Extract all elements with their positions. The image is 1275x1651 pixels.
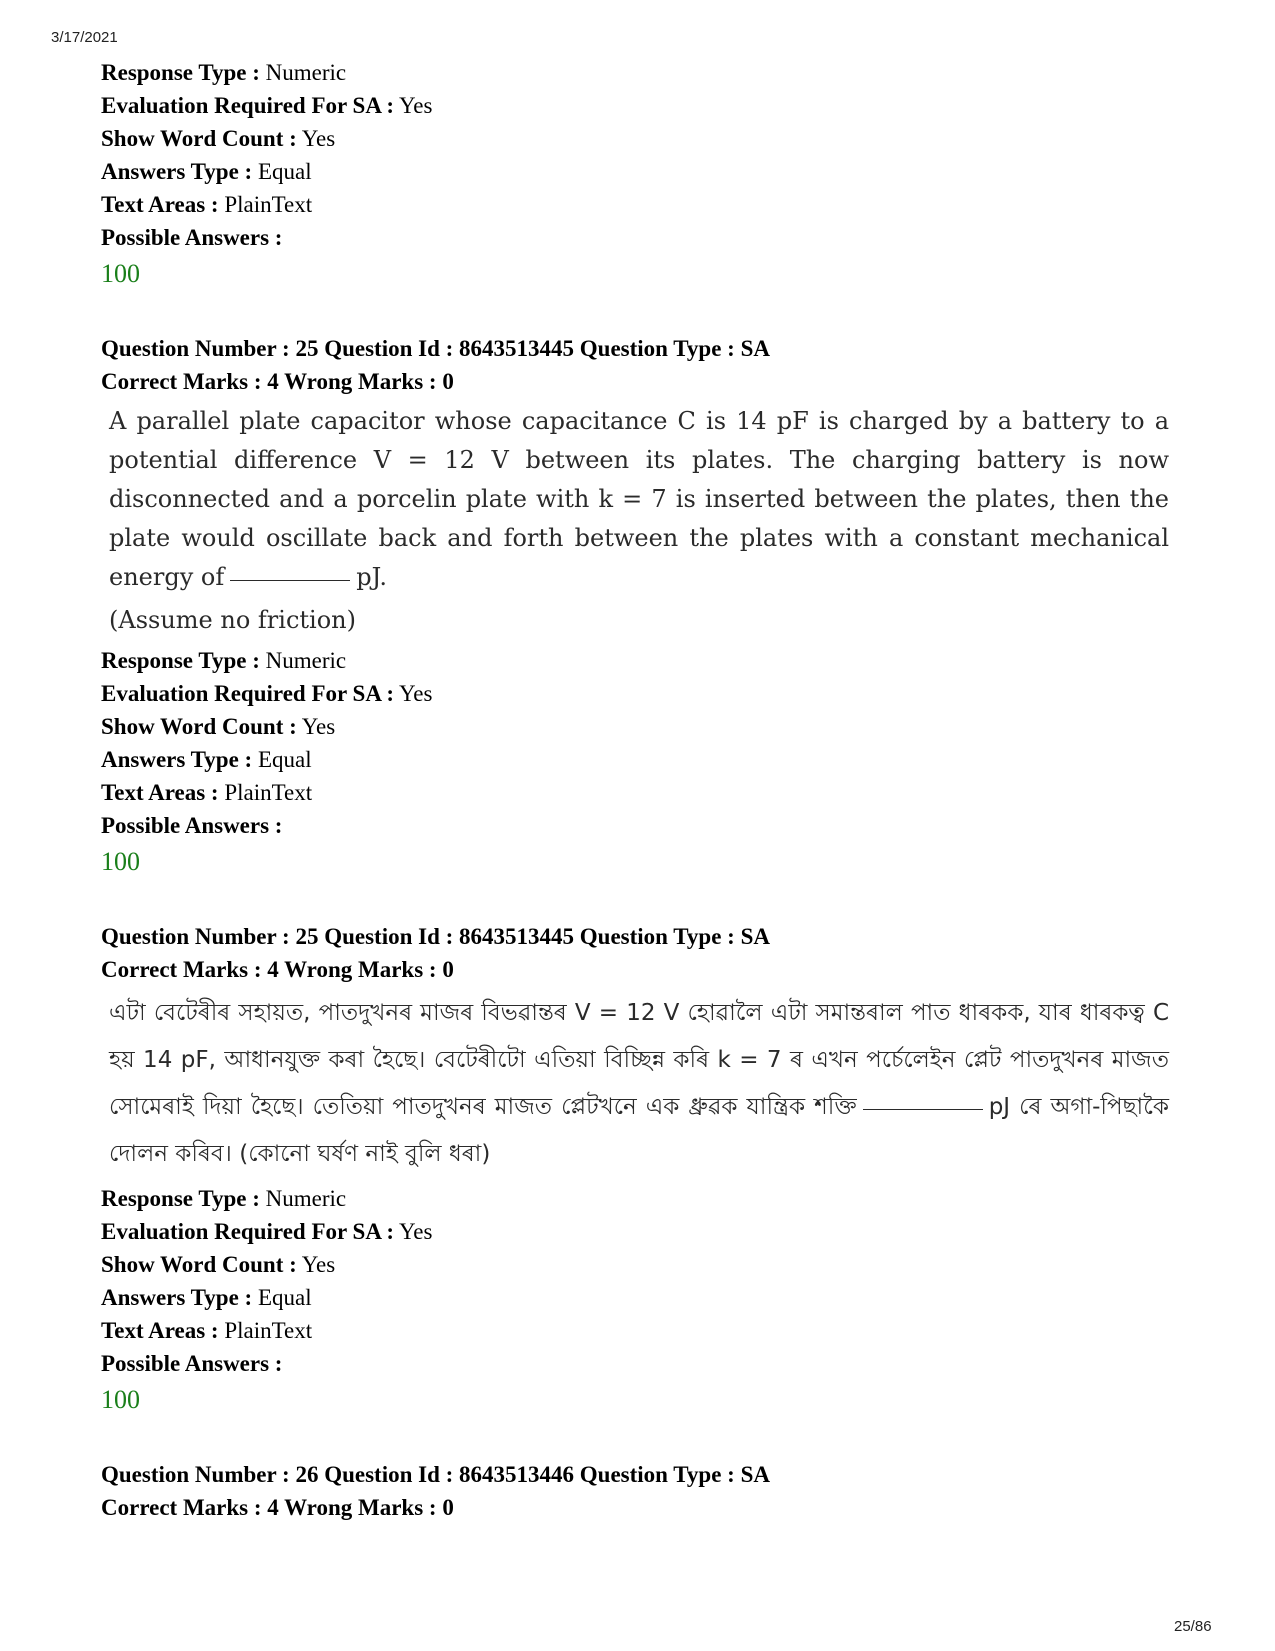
evaluation-value: Yes bbox=[399, 681, 433, 706]
answers-type-label: Answers Type : bbox=[101, 747, 253, 772]
word-count-row bbox=[101, 122, 1181, 155]
response-type-row bbox=[101, 1182, 1181, 1215]
answer-blank bbox=[230, 579, 350, 581]
word-count-label: Show Word Count : bbox=[101, 714, 297, 739]
response-type-row bbox=[101, 56, 1181, 89]
response-type-label: Response Type : bbox=[101, 1186, 260, 1211]
question-text bbox=[109, 990, 1169, 1178]
possible-answers-row bbox=[101, 809, 1181, 842]
text-areas-value: PlainText bbox=[224, 1318, 313, 1343]
question-marks: Correct Marks : 4 Wrong Marks : 0 bbox=[101, 1495, 454, 1520]
evaluation-row bbox=[101, 89, 1181, 122]
response-type-value: Numeric bbox=[265, 60, 347, 85]
question-header: Question Number : 25 Question Id : 8643513445 Question Type : SA bbox=[101, 924, 770, 949]
evaluation-label: Evaluation Required For SA : bbox=[101, 681, 395, 706]
print-date: 3/17/2021 bbox=[51, 29, 118, 46]
question-block bbox=[101, 920, 1181, 1420]
question-header: Question Number : 26 Question Id : 8643513446 Question Type : SA bbox=[101, 1462, 770, 1487]
question-header: Question Number : 25 Question Id : 8643513445 Question Type : SA bbox=[101, 336, 770, 361]
response-type-label: Response Type : bbox=[101, 60, 260, 85]
response-type-value: Numeric bbox=[265, 648, 347, 673]
evaluation-row bbox=[101, 677, 1181, 710]
word-count-value: Yes bbox=[301, 714, 336, 739]
question-marks: Correct Marks : 4 Wrong Marks : 0 bbox=[101, 369, 454, 394]
word-count-value: Yes bbox=[301, 1252, 336, 1277]
answers-type-row bbox=[101, 1281, 1181, 1314]
answer-blank bbox=[863, 1108, 983, 1110]
word-count-value: Yes bbox=[301, 126, 336, 151]
answers-type-label: Answers Type : bbox=[101, 1285, 253, 1310]
question-text-part2: pJ. bbox=[356, 563, 387, 591]
possible-answers-row bbox=[101, 221, 1181, 254]
text-areas-label: Text Areas : bbox=[101, 1318, 219, 1343]
text-areas-value: PlainText bbox=[224, 780, 313, 805]
text-areas-label: Text Areas : bbox=[101, 780, 219, 805]
text-areas-row bbox=[101, 188, 1181, 221]
question-paper-content bbox=[101, 56, 1181, 1562]
answers-type-value: Equal bbox=[257, 747, 312, 772]
possible-answer-value: 100 bbox=[101, 259, 140, 288]
possible-answers-label: Possible Answers : bbox=[101, 225, 283, 250]
question-text-part1: A parallel plate capacitor whose capacitance C is 14 pF is charged by a battery to a potential difference V = 12 V between its plates. The charging battery is now disconnected and a porcelin plate with k = 7 is inserted between the plates, then the plate would oscillate back and forth between the plates with a constant mechanical energy of bbox=[109, 407, 1169, 591]
question-block bbox=[101, 1458, 1181, 1524]
word-count-label: Show Word Count : bbox=[101, 126, 297, 151]
question-note: (Assume no friction) bbox=[109, 606, 356, 634]
question-block bbox=[101, 332, 1181, 882]
possible-answers-row bbox=[101, 1347, 1181, 1380]
response-type-label: Response Type : bbox=[101, 648, 260, 673]
evaluation-value: Yes bbox=[399, 93, 433, 118]
answers-type-row bbox=[101, 743, 1181, 776]
possible-answers-label: Possible Answers : bbox=[101, 813, 283, 838]
text-areas-row bbox=[101, 776, 1181, 809]
answers-type-label: Answers Type : bbox=[101, 159, 253, 184]
word-count-row bbox=[101, 1248, 1181, 1281]
evaluation-row bbox=[101, 1215, 1181, 1248]
text-areas-label: Text Areas : bbox=[101, 192, 219, 217]
possible-answers-label: Possible Answers : bbox=[101, 1351, 283, 1376]
question-text bbox=[109, 402, 1169, 640]
answers-type-row bbox=[101, 155, 1181, 188]
text-areas-value: PlainText bbox=[224, 192, 313, 217]
question-text-part1: এটা বেটেৰীৰ সহায়ত, পাতদুখনৰ মাজৰ বিভৱান্তৰ V = 12 V হোৱালৈ এটা সমান্তৰাল পাত ধাৰকক, যাৰ ধাৰকত্ব C হয় 14 pF, আধানযুক্ত কৰা হৈছে। বেটেৰীটো এতিয়া বিচ্ছিন্ন কৰি k = 7 ৰ এখন পৰ্চেলেইন প্লেট পাতদুখনৰ মাজত সোমেৰাই দিয়া হৈছে। তেতিয়া পাতদুখনৰ মাজত প্লেটখনে এক ধ্ৰুৱক যান্ত্ৰিক শক্তি bbox=[109, 1000, 1169, 1120]
question-meta-block bbox=[101, 56, 1181, 294]
page-number: 25/86 bbox=[1174, 1618, 1212, 1635]
response-type-value: Numeric bbox=[265, 1186, 347, 1211]
response-type-row bbox=[101, 644, 1181, 677]
evaluation-label: Evaluation Required For SA : bbox=[101, 1219, 395, 1244]
possible-answer-value: 100 bbox=[101, 1385, 140, 1414]
word-count-row bbox=[101, 710, 1181, 743]
question-text-part2: pJ ৰে অগা-পিছাকৈ দোলন কৰিব। (কোনো ঘৰ্ষণ নাই বুলি ধৰা) bbox=[109, 1094, 1169, 1167]
word-count-label: Show Word Count : bbox=[101, 1252, 297, 1277]
possible-answer-value: 100 bbox=[101, 847, 140, 876]
question-marks: Correct Marks : 4 Wrong Marks : 0 bbox=[101, 957, 454, 982]
text-areas-row bbox=[101, 1314, 1181, 1347]
evaluation-value: Yes bbox=[399, 1219, 433, 1244]
answers-type-value: Equal bbox=[257, 159, 312, 184]
evaluation-label: Evaluation Required For SA : bbox=[101, 93, 395, 118]
answers-type-value: Equal bbox=[257, 1285, 312, 1310]
